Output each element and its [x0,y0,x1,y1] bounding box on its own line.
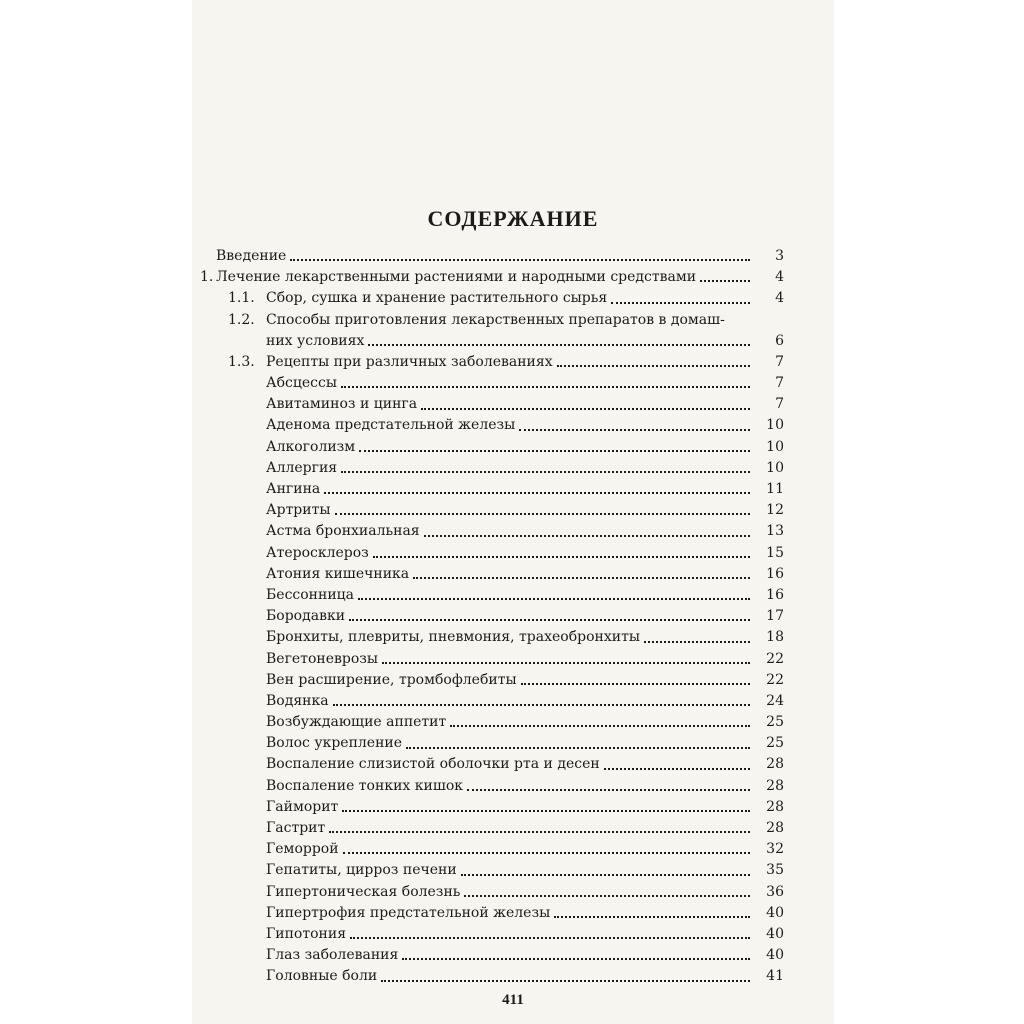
toc-entry-title: Волос укрепление [266,735,403,752]
toc-entry-page: 22 [766,650,784,667]
toc-entry-page: 10 [766,438,784,455]
toc-entry [200,924,784,945]
dot-leader [521,683,750,685]
toc-entry [200,416,784,437]
dot-leader [324,492,750,494]
toc-entry-page: 4 [775,269,784,286]
toc-entry-title: Гипертрофия предстательной железы [266,904,551,921]
toc-entry-page: 40 [766,947,784,964]
toc-entry-page: 28 [766,798,784,815]
dot-leader [557,365,750,367]
toc-entry-page: 4 [775,290,784,307]
toc-entry-title: Воспаление слизистой оболочки рта и десен [266,756,600,773]
toc-entry-title: Ангина [266,481,321,498]
toc-entry-title: Глаз заболевания [266,947,399,964]
toc-entry-title: Лечение лекарственными растениями и народными средствами [216,269,697,286]
toc-entry-title: Бородавки [266,608,346,625]
toc-entry-page: 40 [766,925,784,942]
toc-entry [200,394,784,415]
toc-entry-page: 22 [766,671,784,688]
toc-entry-title: них условиях [266,332,365,349]
toc-entry-title: Введение [216,247,287,264]
book-page [192,0,834,1024]
dot-leader [343,852,750,854]
toc-entry-number: 1.3. [228,353,255,370]
toc-entry-title: Атония кишечника [266,565,410,582]
toc-entry-page: 16 [766,565,784,582]
toc-entry-page: 32 [766,841,784,858]
toc-entry-page: 35 [766,862,784,879]
toc-entry-page: 41 [766,968,784,985]
toc-entry-title: Гайморит [266,798,339,815]
toc-entry-page: 40 [766,904,784,921]
dot-leader [413,577,750,579]
toc-entry-page: 16 [766,586,784,603]
dot-leader [382,662,750,664]
toc-entry-page: 25 [766,714,784,731]
toc-entry [200,606,784,627]
toc-entry [200,712,784,733]
table-of-contents [200,246,784,988]
dot-leader [333,704,750,706]
dot-leader [421,408,750,410]
toc-entry-page: 11 [766,481,784,498]
toc-entry-title: Сбор, сушка и хранение растительного сырья [266,290,608,307]
toc-entry [200,500,784,521]
toc-entry [200,479,784,500]
toc-entry-page: 25 [766,735,784,752]
toc-entry-page: 13 [766,523,784,540]
toc-entry-title: Вен расширение, тромбофлебиты [266,671,517,688]
toc-entry-page: 24 [766,692,784,709]
toc-entry-title: Астма бронхиальная [266,523,420,540]
toc-entry-page: 12 [766,502,784,519]
page-number: 411 [502,992,524,1008]
toc-entry-title: Бронхиты, плевриты, пневмония, трахеобронхиты [266,629,640,646]
toc-entry-page: 36 [766,883,784,900]
dot-leader [424,535,750,537]
dot-leader [450,725,750,727]
page-title: СОДЕРЖАНИЕ [427,206,599,231]
dot-leader [368,344,750,346]
toc-entry-title: Возбуждающие аппетит [266,714,447,731]
toc-entry [200,352,784,373]
toc-entry [200,543,784,564]
toc-entry [200,458,784,479]
dot-leader [329,831,750,833]
dot-leader [604,768,750,770]
toc-entry-title: Атеросклероз [266,544,369,561]
toc-entry-title: Головные боли [266,968,378,985]
dot-leader [464,895,750,897]
toc-entry [200,649,784,670]
toc-entry-page: 10 [766,459,784,476]
toc-entry-page: 28 [766,777,784,794]
dot-leader [406,747,750,749]
toc-entry [200,627,784,648]
toc-entry [200,373,784,394]
dot-leader [461,874,750,876]
dot-leader [611,302,750,304]
toc-entry-title: Аллергия [266,459,338,476]
dot-leader [373,556,750,558]
toc-entry [200,818,784,839]
toc-entry-page: 17 [766,608,784,625]
dot-leader [467,789,750,791]
dot-leader [335,513,751,515]
toc-entry [200,903,784,924]
toc-entry [200,564,784,585]
toc-entry-page: 7 [775,353,784,370]
toc-entry-title: Гепатиты, цирроз печени [266,862,457,879]
toc-entry [200,945,784,966]
dot-leader [519,429,750,431]
dot-leader [644,641,750,643]
dot-leader [341,386,750,388]
dot-leader [358,598,750,600]
toc-entry [200,882,784,903]
toc-entry [200,733,784,754]
toc-entry [200,860,784,881]
toc-entry [200,310,784,331]
toc-entry [200,776,784,797]
toc-entry [200,670,784,691]
toc-entry [200,839,784,860]
toc-entry-title: Вегетоневрозы [266,650,379,667]
toc-entry-page: 28 [766,756,784,773]
toc-entry [200,966,784,987]
toc-entry-title: Артриты [266,502,331,519]
dot-leader [402,958,750,960]
toc-entry-title: Аденома предстательной железы [266,417,516,434]
toc-entry-number: 1.1. [228,290,255,307]
toc-entry-title: Абсцессы [266,375,337,392]
toc-entry-page: 28 [766,820,784,837]
toc-entry [200,797,784,818]
dot-leader [359,450,750,452]
dot-leader [342,810,750,812]
toc-entry-page: 7 [775,396,784,413]
toc-entry-title: Способы приготовления лекарственных препаратов в домаш- [266,311,725,328]
dot-leader [700,280,750,282]
toc-entry-title: Гипертоническая болезнь [266,883,461,900]
dot-leader [381,980,750,982]
toc-entry [200,691,784,712]
toc-entry-title: Авитаминоз и цинга [266,396,418,413]
toc-entry-page: 18 [766,629,784,646]
toc-entry [200,288,784,309]
toc-entry [200,521,784,542]
dot-leader [290,259,750,261]
toc-entry-page: 15 [766,544,784,561]
toc-entry-number: 1. [200,269,214,286]
toc-entry-title: Гастрит [266,820,326,837]
toc-entry-page: 7 [775,375,784,392]
toc-entry [200,585,784,606]
dot-leader [349,619,750,621]
toc-entry-title: Рецепты при различных заболеваниях [266,353,553,370]
toc-entry [200,331,784,352]
toc-entry [200,437,784,458]
toc-entry-title: Воспаление тонких кишок [266,777,464,794]
dot-leader [341,471,750,473]
dot-leader [554,916,750,918]
toc-entry-title: Гипотония [266,925,347,942]
toc-entry-page: 10 [766,417,784,434]
toc-entry-number: 1.2. [228,311,255,328]
toc-entry-title: Алкоголизм [266,438,356,455]
toc-entry [200,755,784,776]
toc-entry [200,267,784,288]
toc-entry [200,246,784,267]
toc-entry-page: 6 [775,332,784,349]
toc-entry-title: Бессонница [266,586,355,603]
toc-entry-page: 3 [775,247,784,264]
toc-entry-title: Геморрой [266,841,339,858]
dot-leader [350,937,750,939]
toc-entry-title: Водянка [266,692,329,709]
